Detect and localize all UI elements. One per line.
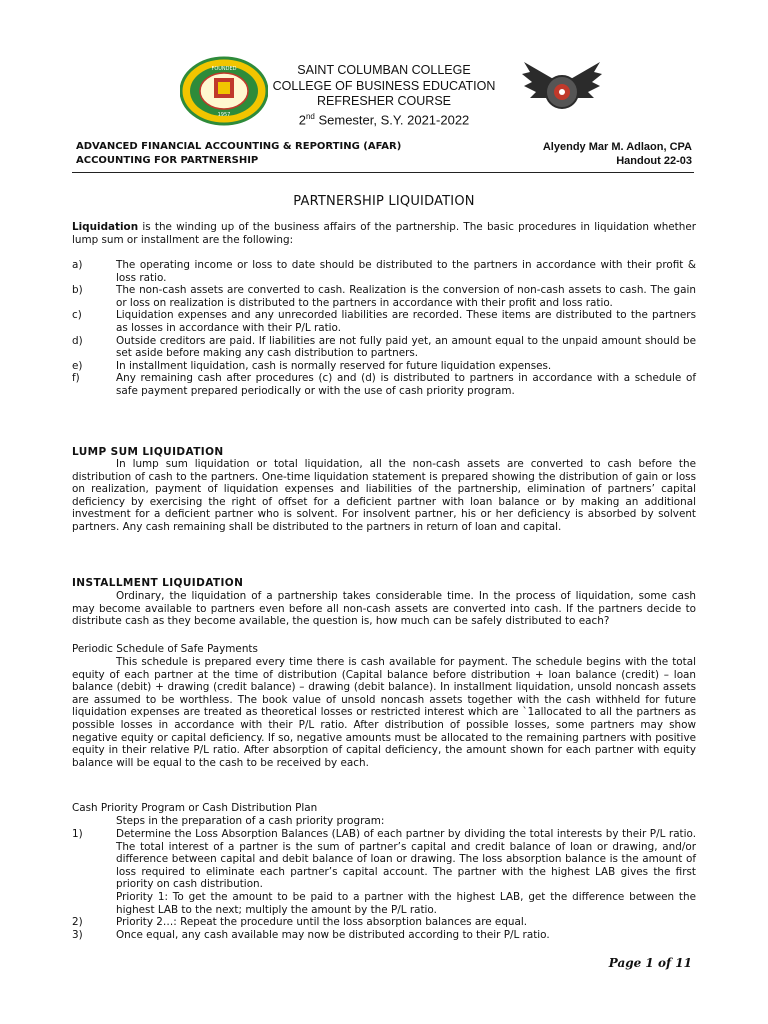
list-item: a) The operating income or loss to date should be distributed to the partners in accordance with their profit & loss ratio.: [72, 259, 696, 284]
safe-payments-heading: Periodic Schedule of Safe Payments: [72, 643, 258, 655]
list-item: 3) Once equal, any cash available may now be distributed according to their P/L ratio.: [72, 928, 550, 941]
intro-paragraph: Liquidation is the winding up of the business affairs of the partnership. The basic procedures in liquidation whether lump sum or installment are the following:: [72, 221, 696, 246]
cash-priority-heading: Cash Priority Program or Cash Distribution Plan: [72, 802, 318, 814]
priority-1-note: Priority 1: To get the amount to be paid to a partner with the highest LAB, get the difference between the highest LAB to the next; multiply the amount by the P/L ratio.: [116, 890, 696, 916]
author-name: Alyendy Mar M. Adlaon, CPA: [542, 141, 692, 153]
lump-sum-heading: LUMP SUM LIQUIDATION: [72, 446, 224, 458]
intro-term: Liquidation: [72, 221, 139, 233]
steps-intro: Steps in the preparation of a cash priority program:: [116, 815, 385, 827]
lump-sum-paragraph: In lump sum liquidation or total liquidation, all the non-cash assets are converted to cash before the distribution of cash to the partners. One-time liquidation statement is prepared showing the distribution of gain or loss on realization, payment of liquidation expenses and liabilities of the partnership, elimination of partners’ capital deficiency by exercising the right of offset for a deficient partner with loan balance or by making an additional investment for a deficient partner who is solvent. For insolvent partner, his or her deficiency is absorbed by solvent partners. Any cash remaining shall be distributed to the partners in return of loan and capital.: [72, 458, 696, 533]
department-name: COLLEGE OF BUSINESS EDUCATION: [272, 79, 496, 93]
installment-heading: INSTALLMENT LIQUIDATION: [72, 577, 244, 589]
college-name: SAINT COLUMBAN COLLEGE: [297, 63, 471, 77]
course-type: REFRESHER COURSE: [316, 94, 452, 108]
list-item: f) Any remaining cash after procedures (c) and (d) is distributed to partners in accordance with a schedule of safe payment prepared periodically or with the use of cash priority program.: [72, 372, 696, 397]
list-item: b) The non-cash assets are converted to cash. Realization is the conversion of non-cash assets to cash. The gain or loss on realization is distributed to the partners in accordance with their profit and loss ratio.: [72, 284, 696, 309]
semester-line: 2nd Semester, S.Y. 2021-2022: [298, 112, 470, 128]
list-item: d) Outside creditors are paid. If liabilities are not fully paid yet, an amount equal to the unpaid amount should be set aside before making any cash distribution to partners.: [72, 334, 696, 360]
list-item: 2) Priority 2…: Repeat the procedure until the loss absorption balances are equal.: [72, 916, 528, 929]
page-number: Page 1 of 11: [608, 956, 692, 970]
page-title: PARTNERSHIP LIQUIDATION: [293, 194, 475, 209]
list-item: c) Liquidation expenses and any unrecorded liabilities are recorded. These items are distributed to the partners as losses in accordance with their P/L ratio.: [72, 309, 696, 334]
course-title: ADVANCED FINANCIAL ACCOUNTING & REPORTING (AFAR): [76, 141, 402, 152]
seal-text-top: FOUNDED: [211, 66, 237, 72]
cash-priority-steps: [72, 828, 696, 941]
list-item: 1) Determine the Loss Absorption Balances (LAB) of each partner by dividing the total interests by their P/L ratio. The total interest of a partner is the sum of partner’s capital and credit balance of loan or drawing, and/or difference between capital and debit balance of loan or drawing. The loss absorption balance is the amount of loss required to eliminate each partner’s capital account. The partner with the highest LAB gives the first priority on cash distribution. Priority 1: To get the amount to be paid to a partner with the highest LAB, get the difference between the highest LAB to the next; multiply the amount by the P/L ratio.: [72, 828, 696, 916]
header-divider: [72, 172, 694, 173]
seal-text-year: 1957: [217, 112, 231, 118]
procedures-list: [72, 259, 696, 398]
installment-paragraph: Ordinary, the liquidation of a partnership takes considerable time. In the process of liquidation, some cash may become available to partners even before all non-cash assets are converted into cash. If the partners decide to distribute cash as they become available, the question is, how much can be safely distributed to each?: [72, 590, 696, 628]
handout-number: Handout 22-03: [616, 155, 692, 167]
list-item: e) In installment liquidation, cash is normally reserved for future liquidation expenses.: [72, 359, 552, 372]
topic-title: ACCOUNTING FOR PARTNERSHIP: [76, 155, 259, 166]
safe-payments-paragraph: This schedule is prepared every time there is cash available for payment. The schedule begins with the total equity of each partner at the time of distribution (Capital balance before distribution + loan balance (credit) – loan balance (debit) + drawing (credit balance) – drawing (debit balance). In installment liquidation, unsold noncash assets are assumed to be worthless. The book value of unsold noncash assets together with the cash withheld for future liquidation expenses are treated as theoretical losses or restricted interest which are `1allocated to all the partners as possible losses in accordance with their P/L ratio. After distribution of possible losses, some partners may show negative equity or capital deficiency. If so, negative amounts must be allocated to the remaining partners with positive equity in their relative P/L ratio. After absorption of capital deficiency, the amount shown for each partner with equity balance will be equal to the cash to be received by each.: [72, 656, 696, 769]
